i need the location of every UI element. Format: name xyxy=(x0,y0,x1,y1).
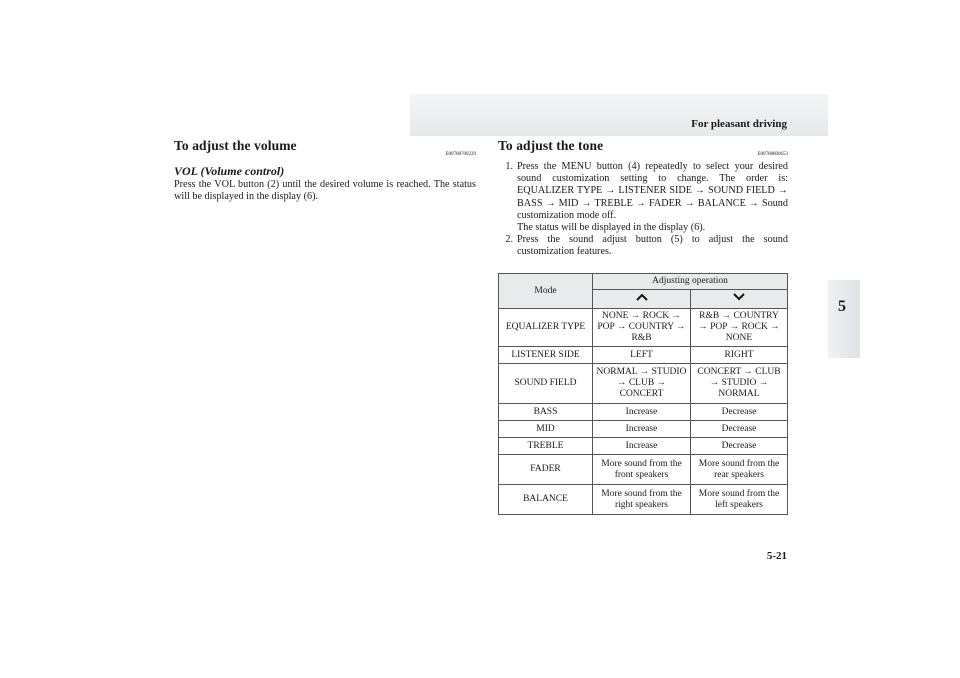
mode-cell: EQUALIZER TYPE xyxy=(499,309,593,347)
table-row xyxy=(499,347,788,364)
up-cell: More sound from the right speakers xyxy=(593,485,691,515)
tone-section xyxy=(498,138,788,259)
up-cell: LEFT xyxy=(593,347,691,364)
chevron-up-icon xyxy=(593,290,691,309)
volume-section xyxy=(174,138,476,203)
table-row xyxy=(499,364,788,404)
tone-code: E00708800653 xyxy=(757,152,788,157)
table-row xyxy=(499,485,788,515)
down-cell: R&B → COUNTRY → POP → ROCK → NONE xyxy=(691,309,788,347)
mode-header: Mode xyxy=(499,274,593,309)
up-cell: Increase xyxy=(593,404,691,421)
table-row xyxy=(499,455,788,485)
chevron-down-icon xyxy=(691,290,788,309)
down-cell: More sound from the rear speakers xyxy=(691,455,788,485)
mode-cell: TREBLE xyxy=(499,438,593,455)
step-number: 1. xyxy=(505,161,513,172)
volume-subtitle: VOL (Volume control) xyxy=(174,164,285,178)
up-cell: More sound from the front speakers xyxy=(593,455,691,485)
table-row xyxy=(499,309,788,347)
up-cell: NORMAL → STUDIO → CLUB → CONCERT xyxy=(593,364,691,404)
down-cell: Decrease xyxy=(691,438,788,455)
mode-cell: LISTENER SIDE xyxy=(499,347,593,364)
step-item xyxy=(498,161,788,222)
page-header-title: For pleasant driving xyxy=(691,118,787,130)
tone-adjust-table xyxy=(498,273,788,515)
up-cell: Increase xyxy=(593,438,691,455)
step-item xyxy=(498,222,788,234)
mode-cell: FADER xyxy=(499,455,593,485)
down-cell: RIGHT xyxy=(691,347,788,364)
page-number: 5-21 xyxy=(766,550,787,562)
operation-header: Adjusting operation xyxy=(593,274,788,290)
volume-code: E00708700229 xyxy=(445,152,476,157)
mode-cell: BALANCE xyxy=(499,485,593,515)
step-text: Press the MENU button (4) repeatedly to select your desired sound customization setting to change. The order is: EQUALIZER TYPE → LISTENER SIDE → SOUND FIELD → BASS → MID → TREBLE → FADER → BALANCE → Sound customization mode off. xyxy=(517,161,788,221)
table-row xyxy=(499,438,788,455)
up-cell: NONE → ROCK → POP → COUNTRY → R&B xyxy=(593,309,691,347)
table-row xyxy=(499,421,788,438)
volume-title: To adjust the volume xyxy=(174,138,297,153)
tone-title: To adjust the tone xyxy=(498,138,604,153)
up-cell: Increase xyxy=(593,421,691,438)
down-cell: CONCERT → CLUB → STUDIO → NORMAL xyxy=(691,364,788,404)
step-text: Press the sound adjust button (5) to adjust the sound customization features. xyxy=(517,234,788,258)
chapter-tab xyxy=(828,280,860,358)
step-number: 2. xyxy=(505,234,513,246)
table-header-row xyxy=(499,274,788,290)
down-cell: More sound from the left speakers xyxy=(691,485,788,515)
step-number xyxy=(498,222,517,234)
tone-steps xyxy=(498,161,788,259)
mode-cell: MID xyxy=(499,421,593,438)
chapter-number: 5 xyxy=(838,298,846,315)
step-item xyxy=(498,234,788,258)
step-text: The status will be displayed in the display (6). xyxy=(517,222,706,234)
mode-cell: SOUND FIELD xyxy=(499,364,593,404)
down-cell: Decrease xyxy=(691,421,788,438)
volume-text: Press the VOL button (2) until the desired volume is reached. The status will be displayed in the display (6). xyxy=(174,179,476,203)
mode-cell: BASS xyxy=(499,404,593,421)
table-row xyxy=(499,404,788,421)
down-cell: Decrease xyxy=(691,404,788,421)
